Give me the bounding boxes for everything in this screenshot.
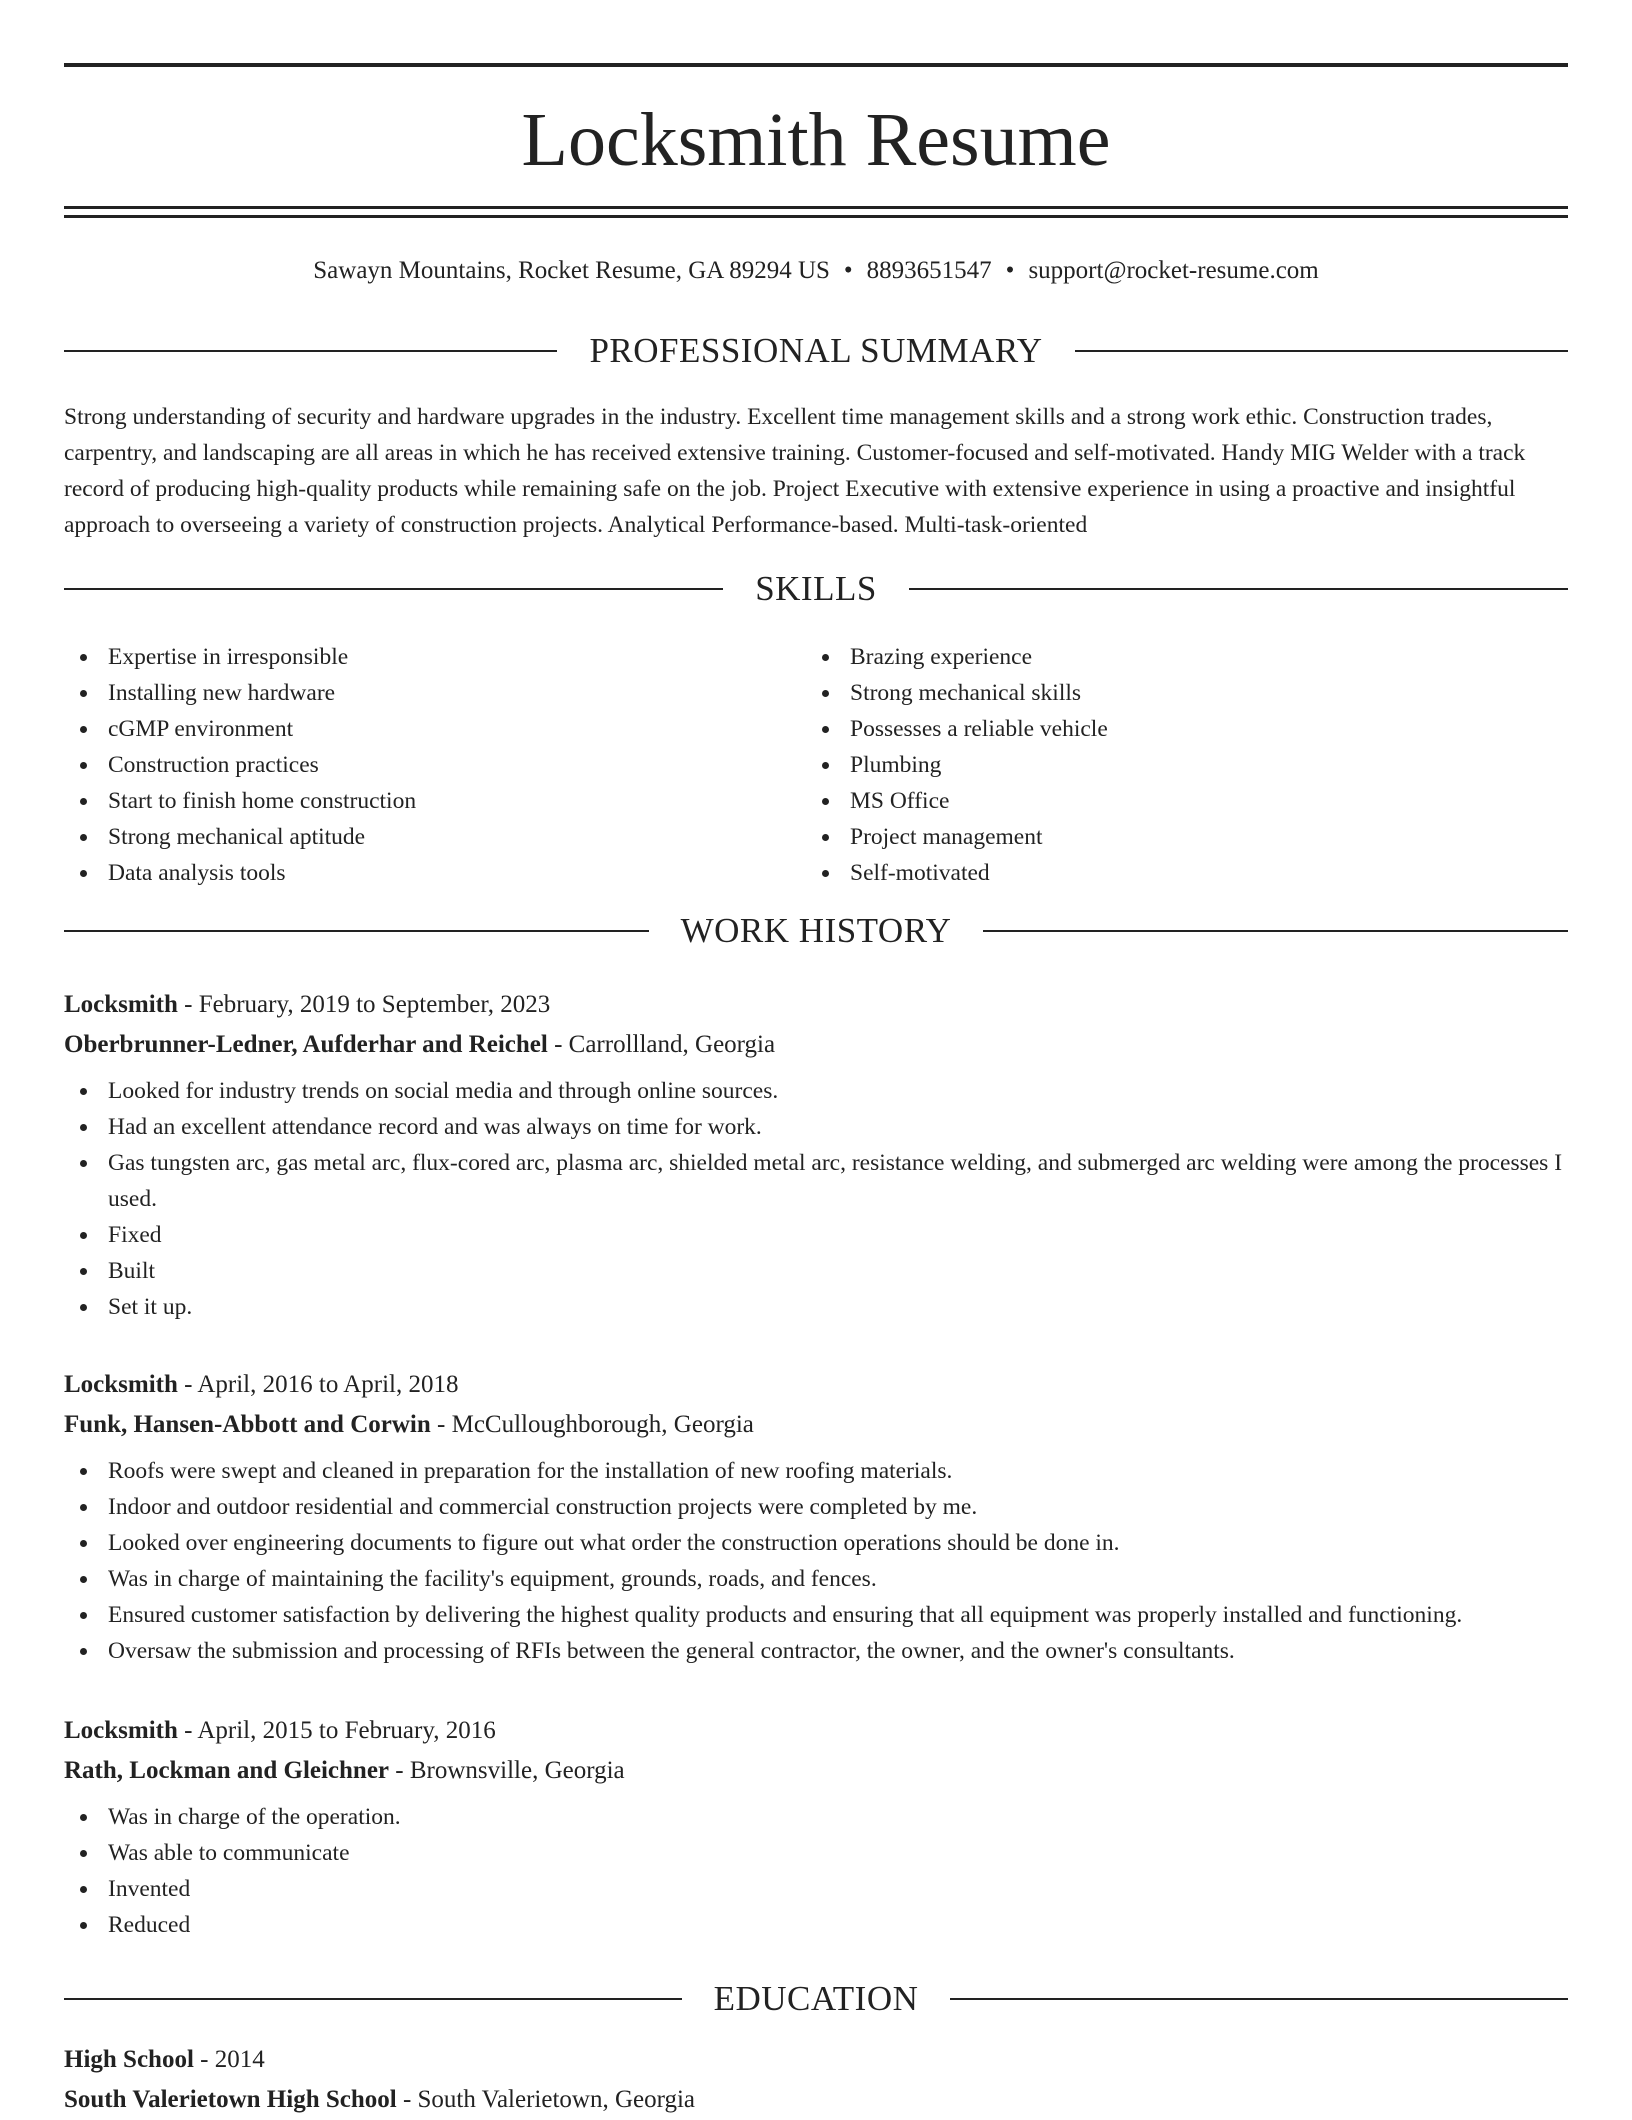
job-title: Locksmith (64, 1717, 178, 1744)
job-location: - McCulloughborough, Georgia (430, 1411, 754, 1438)
job-entry (64, 1711, 1568, 1943)
page-title: Locksmith Resume (521, 98, 1111, 182)
section-heading-work-history (64, 909, 1568, 953)
job-title-row (64, 1365, 1568, 1405)
education-school: South Valerietown High School (64, 2086, 397, 2113)
job-bullets (64, 1453, 1568, 1669)
job-bullets (64, 1799, 1568, 1943)
education-school-row (64, 2080, 1568, 2120)
job-dates: - February, 2019 to September, 2023 (177, 991, 551, 1018)
job-title-row (64, 1711, 1568, 1751)
job-location: - Carrollland, Georgia (547, 1031, 776, 1058)
job-company-row (64, 1751, 1568, 1791)
section-title-education: EDUCATION (713, 1979, 919, 2018)
job-company-row (64, 1025, 1568, 1065)
job-company: Rath, Lockman and Gleichner (64, 1757, 390, 1784)
job-bullet-item: Invented (64, 1871, 1568, 1907)
job-bullet-item: Looked over engineering documents to figure out what order the construction operations should be done in. (64, 1525, 1568, 1561)
job-company-row (64, 1405, 1568, 1445)
education-degree-row (64, 2040, 1568, 2080)
education-year: - 2014 (193, 2046, 265, 2073)
section-title-work-history: WORK HISTORY (680, 911, 952, 950)
job-dates: - April, 2016 to April, 2018 (177, 1371, 459, 1398)
skill-item: Data analysis tools (64, 855, 784, 891)
job-bullet-item: Ensured customer satisfaction by delivering the highest quality products and ensuring that all equipment was properly installed and functioning. (64, 1597, 1568, 1633)
skill-item: Installing new hardware (64, 675, 784, 711)
contact-line (64, 254, 1568, 288)
skill-item: Possesses a reliable vehicle (806, 711, 1526, 747)
job-bullet-item: Was in charge of the operation. (64, 1799, 1568, 1835)
skill-item: cGMP environment (64, 711, 784, 747)
job-bullet-item: Oversaw the submission and processing of RFIs between the general contractor, the owner, and the owner's consultants. (64, 1633, 1568, 1669)
job-bullet-item: Was able to communicate (64, 1835, 1568, 1871)
job-bullet-item: Looked for industry trends on social media and through online sources. (64, 1073, 1568, 1109)
skill-item: Strong mechanical skills (806, 675, 1526, 711)
contact-separator: • (843, 257, 853, 284)
job-title-row (64, 985, 1568, 1025)
skill-item: Start to finish home construction (64, 783, 784, 819)
job-bullet-item: Gas tungsten arc, gas metal arc, flux-cored arc, plasma arc, shielded metal arc, resistance welding, and submerged arc welding were among the processes I used. (64, 1145, 1568, 1217)
skill-item: Self-motivated (806, 855, 1526, 891)
job-bullet-item: Built (64, 1253, 1568, 1289)
job-title: Locksmith (64, 1371, 178, 1398)
contact-email[interactable]: support@rocket-resume.com (1028, 257, 1319, 284)
summary-text: Strong understanding of security and hardware upgrades in the industry. Excellent time management skills and a strong work ethic. Construction trades, carpentry, and landscaping are all areas in which he has received extensive training. Customer-focused and self-motivated. Handy MIG Welder with a track record of producing high-quality products while remaining safe on the job. Project Executive with extensive experience in using a proactive and insightful approach to overseeing a variety of construction projects. Analytical Performance-based. Multi-task-oriented (64, 404, 1526, 538)
skill-item: Expertise in irresponsible (64, 639, 784, 675)
section-heading-skills (64, 567, 1568, 611)
skill-item: Construction practices (64, 747, 784, 783)
title-double-rule (64, 206, 1568, 218)
education-location: - South Valerietown, Georgia (396, 2086, 696, 2113)
job-location: - Brownsville, Georgia (389, 1757, 625, 1784)
job-bullet-item: Set it up. (64, 1289, 1568, 1325)
skill-item: Brazing experience (806, 639, 1526, 675)
skill-item: MS Office (806, 783, 1526, 819)
skills-list-left (64, 639, 784, 891)
job-entry (64, 985, 1568, 1325)
section-heading-summary (64, 329, 1568, 373)
job-dates: - April, 2015 to February, 2016 (177, 1717, 496, 1744)
job-entry (64, 1365, 1568, 1669)
job-bullet-item: Fixed (64, 1217, 1568, 1253)
job-bullet-item: Had an excellent attendance record and was always on time for work. (64, 1109, 1568, 1145)
education-degree: High School (64, 2046, 194, 2073)
job-bullet-item: Indoor and outdoor residential and commercial construction projects were completed by me. (64, 1489, 1568, 1525)
top-rule (64, 63, 1568, 67)
contact-separator: • (1005, 257, 1015, 284)
skills-list-right (806, 639, 1526, 891)
job-bullet-item: Roofs were swept and cleaned in preparation for the installation of new roofing materials. (64, 1453, 1568, 1489)
section-heading-education (64, 1977, 1568, 2021)
job-bullet-item: Reduced (64, 1907, 1568, 1943)
skill-item: Plumbing (806, 747, 1526, 783)
job-bullets (64, 1073, 1568, 1325)
job-bullet-item: Was in charge of maintaining the facility's equipment, grounds, roads, and fences. (64, 1561, 1568, 1597)
skill-item: Strong mechanical aptitude (64, 819, 784, 855)
job-company: Oberbrunner-Ledner, Aufderhar and Reichel (64, 1031, 548, 1058)
skill-item: Project management (806, 819, 1526, 855)
section-title-summary: PROFESSIONAL SUMMARY (589, 331, 1043, 370)
contact-address: Sawayn Mountains, Rocket Resume, GA 89294 US (313, 257, 830, 284)
section-title-skills: SKILLS (755, 569, 877, 608)
job-company: Funk, Hansen-Abbott and Corwin (64, 1411, 431, 1438)
education-entry (64, 2040, 1568, 2120)
contact-phone: 8893651547 (866, 257, 992, 284)
job-title: Locksmith (64, 991, 178, 1018)
